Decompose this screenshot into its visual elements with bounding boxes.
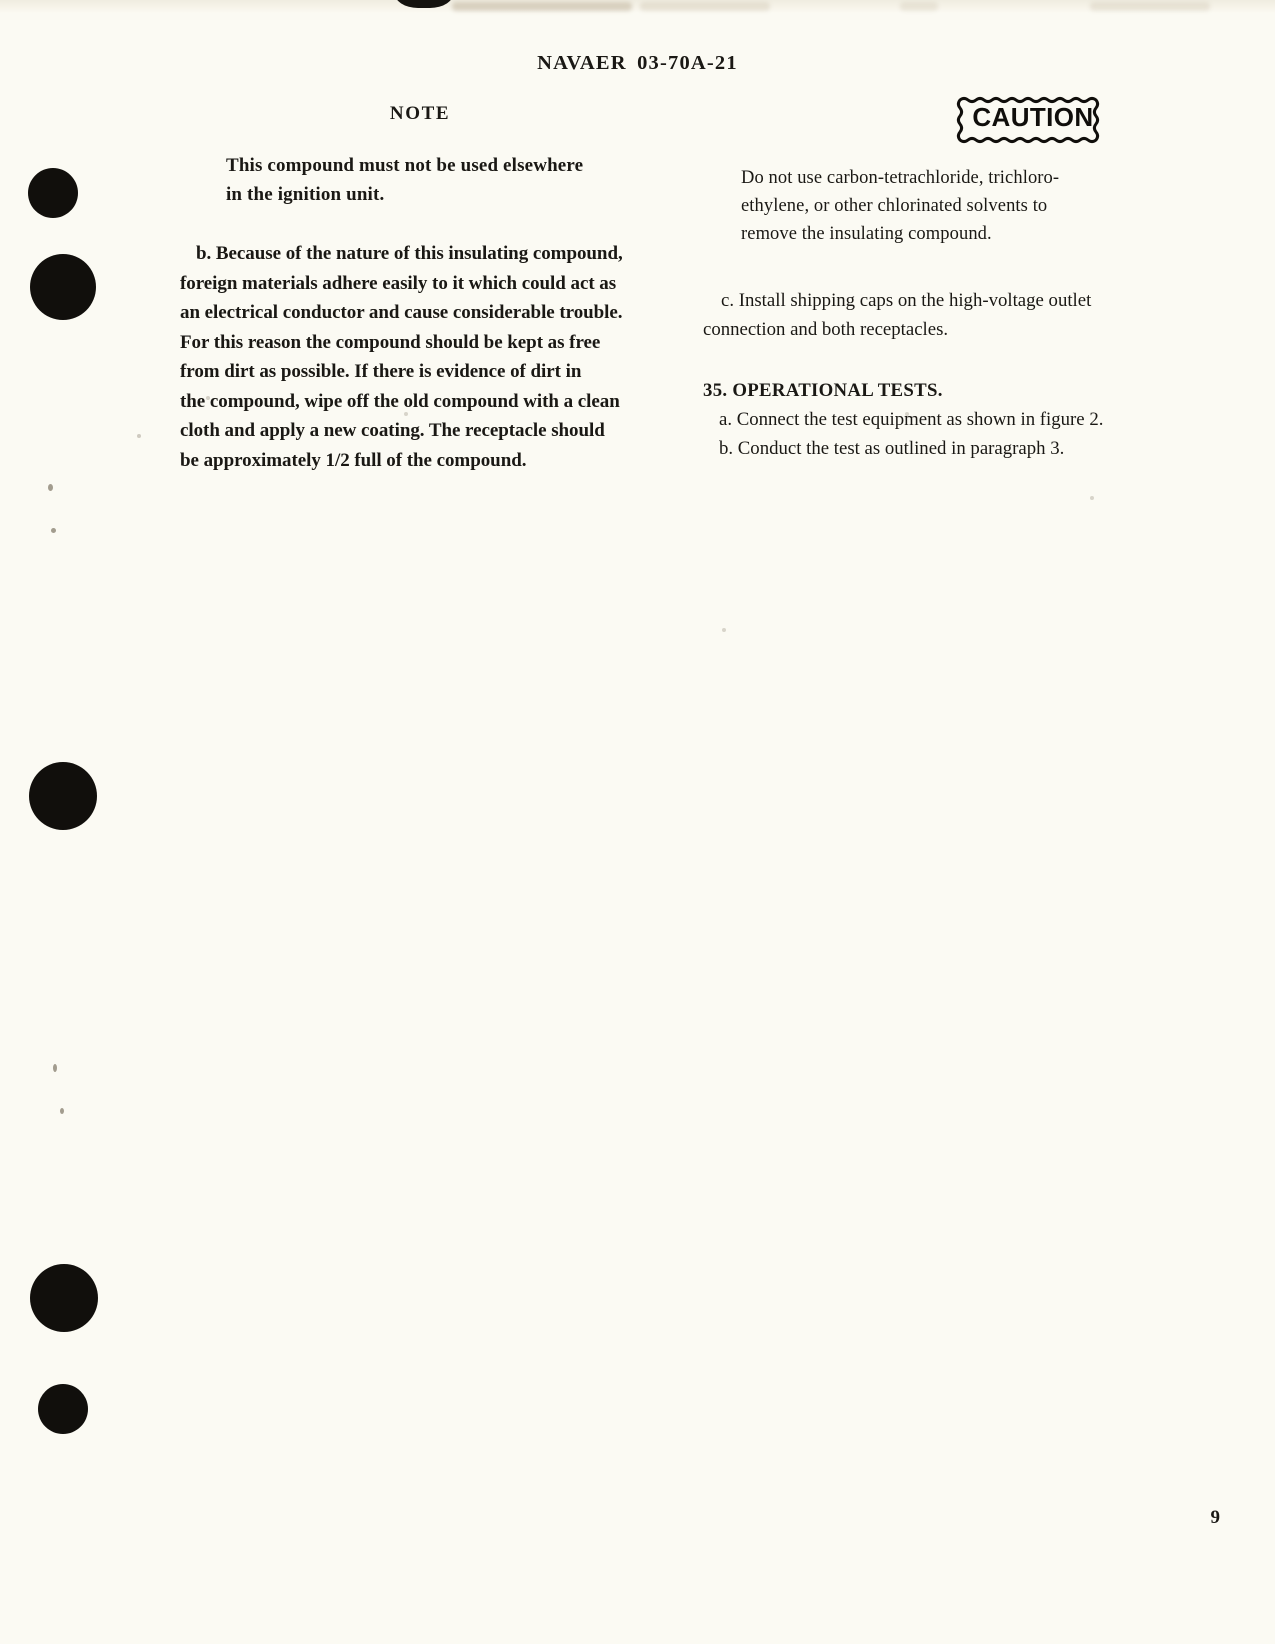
- punch-hole: [28, 168, 78, 218]
- section-35-item: b. Conduct the test as outlined in paragraph 3.: [719, 438, 1065, 459]
- paragraph-b-line: an electrical conductor and cause considerable trouble.: [180, 302, 623, 323]
- paragraph-b-line: cloth and apply a new coating. The receptacle should: [180, 420, 605, 441]
- paragraph-c: [703, 286, 1181, 344]
- paragraph-b-line: b. Because of the nature of this insulating compound,: [196, 243, 623, 264]
- caution-box: [959, 100, 1106, 136]
- paragraph-c-line: c. Install shipping caps on the high-voltage outlet: [721, 290, 1092, 311]
- left-text-column: [180, 103, 660, 475]
- caution-wavy-border-icon: [956, 96, 1106, 140]
- punch-hole: [38, 1384, 88, 1434]
- caution-emblem: [703, 100, 1181, 142]
- scan-speck: [51, 528, 56, 533]
- scan-speck: [722, 628, 726, 632]
- scan-smudge-artifact: [1090, 2, 1210, 11]
- section-35-item: a. Connect the test equipment as shown in figure 2.: [719, 409, 1104, 430]
- caution-line: ethylene, or other chlorinated solvents to: [741, 196, 1048, 216]
- section-35-items: [703, 405, 1181, 463]
- scan-speck: [53, 1064, 57, 1072]
- scan-smudge-artifact: [900, 2, 938, 11]
- punch-hole: [29, 762, 97, 830]
- paragraph-c-line: connection and both receptacles.: [703, 319, 949, 340]
- scan-top-edge-artifact: [0, 0, 1275, 13]
- paragraph-b-line: from dirt as possible. If there is evidence of dirt in: [180, 361, 582, 382]
- scan-speck: [1090, 496, 1094, 500]
- caution-body: [741, 164, 1181, 248]
- right-text-column: [703, 100, 1181, 463]
- note-line: This compound must not be used elsewhere: [226, 155, 584, 176]
- note-heading: NOTE: [389, 103, 451, 124]
- paragraph-b-line: For this reason the compound should be kept as free: [180, 331, 601, 353]
- scan-speck: [48, 484, 53, 491]
- paragraph-b-line: the compound, wipe off the old compound with a clean: [180, 390, 620, 412]
- document-header: NAVAER 03-70A-21: [537, 52, 738, 74]
- punch-hole: [30, 254, 96, 320]
- caution-line: Do not use carbon-tetrachloride, trichloro-: [741, 168, 1060, 188]
- paragraph-b-line: be approximately 1/2 full of the compound.: [180, 449, 527, 471]
- caution-label: CAUTION: [972, 102, 1094, 132]
- scan-speck: [137, 434, 141, 438]
- scan-smudge-artifact: [452, 2, 632, 11]
- section-35-heading: 35. OPERATIONAL TESTS.: [703, 380, 943, 401]
- caution-line: remove the insulating compound.: [741, 224, 992, 244]
- paragraph-b: [180, 239, 660, 475]
- scan-smudge-artifact: [640, 2, 770, 11]
- paragraph-b-line: foreign materials adhere easily to it which could act as: [180, 272, 617, 294]
- note-body: [226, 151, 626, 209]
- scan-speck: [60, 1108, 64, 1114]
- punch-hole: [30, 1264, 98, 1332]
- page-number: 9: [1210, 1507, 1220, 1528]
- note-line: in the ignition unit.: [226, 184, 385, 205]
